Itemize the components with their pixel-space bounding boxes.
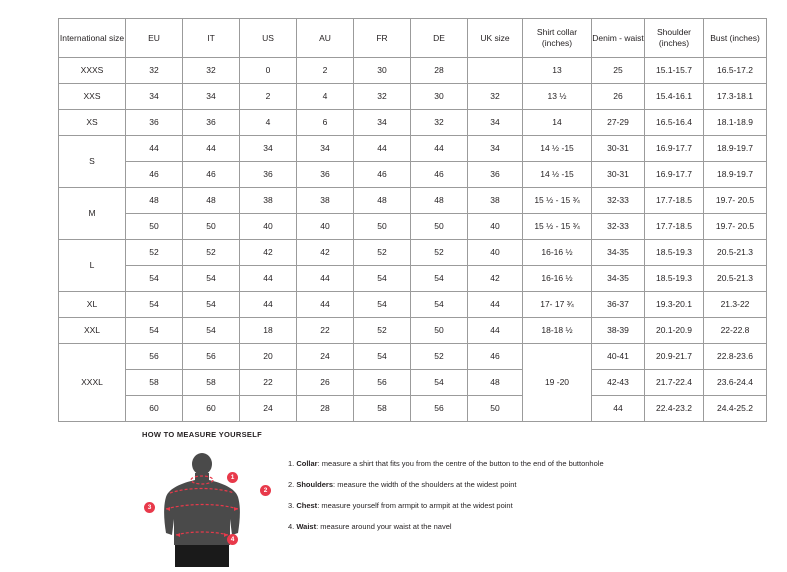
cell-collar: 19 -20	[523, 344, 592, 422]
cell-collar: 16-16 ½	[523, 266, 592, 292]
cell-uk: 34	[468, 136, 523, 162]
cell-fr: 52	[354, 240, 411, 266]
table-row	[59, 266, 767, 292]
cell-uk: 48	[468, 370, 523, 396]
column-header-uk-size: UK size	[468, 19, 523, 58]
table-row	[59, 84, 767, 110]
table-row	[59, 110, 767, 136]
cell-shoulder: 18.5-19.3	[645, 266, 704, 292]
column-header-shirt-collar: Shirt collar (inches)	[523, 19, 592, 58]
cell-eu: 36	[126, 110, 183, 136]
table-row	[59, 396, 767, 422]
cell-eu: 44	[126, 136, 183, 162]
cell-it: 60	[183, 396, 240, 422]
cell-au: 4	[297, 84, 354, 110]
cell-shoulder: 17.7-18.5	[645, 188, 704, 214]
cell-eu: 52	[126, 240, 183, 266]
cell-uk: 46	[468, 344, 523, 370]
instruction-text: : measure a shirt that fits you from the centre of the button to the end of the buttonhole	[317, 459, 604, 468]
column-header-it: IT	[183, 19, 240, 58]
cell-uk: 40	[468, 240, 523, 266]
cell-international-size: XXXS	[59, 58, 126, 84]
table-body	[59, 58, 767, 422]
cell-fr: 56	[354, 370, 411, 396]
cell-bust: 23.6-24.4	[704, 370, 767, 396]
cell-us: 40	[240, 214, 297, 240]
cell-de: 32	[411, 110, 468, 136]
cell-eu: 54	[126, 292, 183, 318]
table-row	[59, 370, 767, 396]
cell-de: 48	[411, 188, 468, 214]
cell-bust: 18.9-19.7	[704, 136, 767, 162]
cell-eu: 34	[126, 84, 183, 110]
cell-it: 50	[183, 214, 240, 240]
table-row	[59, 162, 767, 188]
cell-uk: 42	[468, 266, 523, 292]
table-row	[59, 136, 767, 162]
cell-uk: 50	[468, 396, 523, 422]
cell-it: 54	[183, 318, 240, 344]
cell-us: 36	[240, 162, 297, 188]
cell-us: 34	[240, 136, 297, 162]
cell-bust: 18.1-18.9	[704, 110, 767, 136]
cell-shoulder: 20.9-21.7	[645, 344, 704, 370]
cell-uk: 36	[468, 162, 523, 188]
instruction-text: : measure the width of the shoulders at the widest point	[333, 480, 517, 490]
instruction-item	[288, 522, 762, 532]
column-header-de: DE	[411, 19, 468, 58]
instruction-item	[288, 459, 762, 469]
cell-bust: 18.9-19.7	[704, 162, 767, 188]
cell-denim: 30-31	[592, 162, 645, 188]
cell-de: 30	[411, 84, 468, 110]
instruction-item	[288, 480, 762, 490]
cell-us: 44	[240, 266, 297, 292]
cell-bust: 24.4-25.2	[704, 396, 767, 422]
cell-us: 2	[240, 84, 297, 110]
cell-uk: 32	[468, 84, 523, 110]
cell-fr: 32	[354, 84, 411, 110]
cell-international-size: M	[59, 188, 126, 240]
cell-it: 46	[183, 162, 240, 188]
cell-it: 54	[183, 266, 240, 292]
column-header-international-size: International size	[59, 19, 126, 58]
cell-us: 42	[240, 240, 297, 266]
table-row	[59, 344, 767, 370]
cell-denim: 38-39	[592, 318, 645, 344]
table-header	[59, 19, 767, 58]
measure-instructions	[272, 447, 762, 544]
cell-bust: 17.3-18.1	[704, 84, 767, 110]
cell-de: 54	[411, 292, 468, 318]
cell-shoulder: 16.9-17.7	[645, 162, 704, 188]
cell-bust: 19.7- 20.5	[704, 188, 767, 214]
cell-international-size: XXL	[59, 318, 126, 344]
cell-bust: 22-22.8	[704, 318, 767, 344]
cell-de: 28	[411, 58, 468, 84]
cell-us: 44	[240, 292, 297, 318]
column-header-us: US	[240, 19, 297, 58]
cell-us: 18	[240, 318, 297, 344]
cell-au: 40	[297, 214, 354, 240]
cell-au: 2	[297, 58, 354, 84]
instruction-number: 1.	[288, 459, 297, 468]
cell-collar: 14 ½ -15	[523, 162, 592, 188]
cell-denim: 36-37	[592, 292, 645, 318]
cell-au: 22	[297, 318, 354, 344]
cell-eu: 54	[126, 318, 183, 344]
cell-shoulder: 16.9-17.7	[645, 136, 704, 162]
cell-it: 54	[183, 292, 240, 318]
cell-uk: 40	[468, 214, 523, 240]
cell-it: 48	[183, 188, 240, 214]
cell-au: 24	[297, 344, 354, 370]
cell-shoulder: 15.1-15.7	[645, 58, 704, 84]
column-header-denim-waist: Denim - waist	[592, 19, 645, 58]
cell-bust: 16.5-17.2	[704, 58, 767, 84]
instruction-term: Chest	[296, 501, 318, 511]
how-to-measure-section	[142, 430, 762, 567]
cell-collar: 14 ½ -15	[523, 136, 592, 162]
cell-fr: 50	[354, 214, 411, 240]
cell-uk: 44	[468, 318, 523, 344]
table-row	[59, 292, 767, 318]
cell-shoulder: 21.7-22.4	[645, 370, 704, 396]
cell-fr: 54	[354, 344, 411, 370]
cell-bust: 20.5-21.3	[704, 240, 767, 266]
cell-fr: 54	[354, 292, 411, 318]
column-header-shoulder: Shoulder (inches)	[645, 19, 704, 58]
cell-fr: 48	[354, 188, 411, 214]
cell-fr: 46	[354, 162, 411, 188]
cell-shoulder: 22.4-23.2	[645, 396, 704, 422]
instruction-term: Collar	[296, 459, 318, 468]
cell-eu: 32	[126, 58, 183, 84]
cell-au: 36	[297, 162, 354, 188]
cell-us: 4	[240, 110, 297, 136]
cell-de: 56	[411, 396, 468, 422]
cell-collar: 13 ½	[523, 84, 592, 110]
cell-eu: 48	[126, 188, 183, 214]
cell-it: 34	[183, 84, 240, 110]
how-to-measure-body	[142, 447, 762, 567]
cell-us: 38	[240, 188, 297, 214]
cell-us: 20	[240, 344, 297, 370]
cell-bust: 22.8-23.6	[704, 344, 767, 370]
cell-de: 50	[411, 214, 468, 240]
cell-de: 44	[411, 136, 468, 162]
cell-fr: 30	[354, 58, 411, 84]
cell-denim: 40-41	[592, 344, 645, 370]
marker-1: 1	[227, 472, 238, 483]
table-row	[59, 188, 767, 214]
cell-de: 46	[411, 162, 468, 188]
table-row	[59, 318, 767, 344]
cell-international-size: L	[59, 240, 126, 292]
cell-eu: 58	[126, 370, 183, 396]
cell-it: 44	[183, 136, 240, 162]
cell-fr: 58	[354, 396, 411, 422]
cell-international-size: XXS	[59, 84, 126, 110]
cell-uk: 44	[468, 292, 523, 318]
cell-denim: 30-31	[592, 136, 645, 162]
cell-bust: 20.5-21.3	[704, 266, 767, 292]
measurement-figure	[142, 447, 272, 567]
cell-collar: 15 ½ - 15 ¾	[523, 214, 592, 240]
marker-3: 3	[144, 502, 155, 513]
cell-it: 52	[183, 240, 240, 266]
cell-au: 38	[297, 188, 354, 214]
cell-denim: 32-33	[592, 214, 645, 240]
cell-fr: 34	[354, 110, 411, 136]
cell-eu: 60	[126, 396, 183, 422]
cell-collar: 13	[523, 58, 592, 84]
cell-eu: 54	[126, 266, 183, 292]
cell-shoulder: 18.5-19.3	[645, 240, 704, 266]
cell-de: 54	[411, 266, 468, 292]
cell-denim: 27-29	[592, 110, 645, 136]
cell-bust: 21.3-22	[704, 292, 767, 318]
torso-diagram-icon	[142, 447, 272, 567]
column-header-fr: FR	[354, 19, 411, 58]
instruction-term: Waist	[296, 522, 317, 532]
cell-de: 54	[411, 370, 468, 396]
cell-uk: 34	[468, 110, 523, 136]
table-row	[59, 214, 767, 240]
cell-au: 44	[297, 292, 354, 318]
cell-denim: 34-35	[592, 240, 645, 266]
cell-collar: 18-18 ½	[523, 318, 592, 344]
instruction-text: : measure yourself from armpit to armpit at the widest point	[317, 501, 513, 511]
column-header-eu: EU	[126, 19, 183, 58]
cell-international-size: XL	[59, 292, 126, 318]
cell-shoulder: 19.3-20.1	[645, 292, 704, 318]
cell-it: 56	[183, 344, 240, 370]
cell-us: 22	[240, 370, 297, 396]
cell-de: 52	[411, 344, 468, 370]
cell-international-size: S	[59, 136, 126, 188]
marker-4: 4	[227, 534, 238, 545]
instruction-term: Shoulders	[296, 480, 334, 490]
cell-eu: 56	[126, 344, 183, 370]
cell-fr: 52	[354, 318, 411, 344]
cell-au: 26	[297, 370, 354, 396]
how-to-measure-title: HOW TO MEASURE YOURSELF	[142, 430, 262, 439]
marker-2: 2	[260, 485, 271, 496]
cell-denim: 42-43	[592, 370, 645, 396]
cell-denim: 44	[592, 396, 645, 422]
cell-international-size: XS	[59, 110, 126, 136]
cell-collar: 16-16 ½	[523, 240, 592, 266]
cell-uk	[468, 58, 523, 84]
cell-fr: 54	[354, 266, 411, 292]
cell-shoulder: 20.1-20.9	[645, 318, 704, 344]
cell-au: 34	[297, 136, 354, 162]
cell-collar: 17- 17 ¾	[523, 292, 592, 318]
cell-it: 58	[183, 370, 240, 396]
cell-collar: 14	[523, 110, 592, 136]
cell-denim: 25	[592, 58, 645, 84]
cell-au: 44	[297, 266, 354, 292]
cell-international-size: XXXL	[59, 344, 126, 422]
cell-de: 50	[411, 318, 468, 344]
cell-collar: 15 ½ - 15 ¾	[523, 188, 592, 214]
instruction-number: 3.	[288, 501, 297, 511]
size-chart-table	[58, 18, 767, 422]
cell-us: 24	[240, 396, 297, 422]
table-header-row	[59, 19, 767, 58]
cell-fr: 44	[354, 136, 411, 162]
cell-denim: 32-33	[592, 188, 645, 214]
instruction-text: : measure around your waist at the navel	[316, 522, 452, 532]
cell-it: 32	[183, 58, 240, 84]
cell-us: 0	[240, 58, 297, 84]
cell-eu: 50	[126, 214, 183, 240]
cell-shoulder: 16.5-16.4	[645, 110, 704, 136]
column-header-bust: Bust (inches)	[704, 19, 767, 58]
column-header-au: AU	[297, 19, 354, 58]
table-row	[59, 240, 767, 266]
cell-it: 36	[183, 110, 240, 136]
cell-au: 42	[297, 240, 354, 266]
cell-uk: 38	[468, 188, 523, 214]
instruction-number: 2.	[288, 480, 297, 490]
cell-de: 52	[411, 240, 468, 266]
instruction-number: 4.	[288, 522, 297, 532]
cell-shoulder: 17.7-18.5	[645, 214, 704, 240]
cell-eu: 46	[126, 162, 183, 188]
table-row	[59, 58, 767, 84]
cell-au: 6	[297, 110, 354, 136]
cell-shoulder: 15.4-16.1	[645, 84, 704, 110]
cell-denim: 26	[592, 84, 645, 110]
cell-au: 28	[297, 396, 354, 422]
cell-bust: 19.7- 20.5	[704, 214, 767, 240]
cell-denim: 34-35	[592, 266, 645, 292]
instruction-item	[288, 501, 762, 511]
